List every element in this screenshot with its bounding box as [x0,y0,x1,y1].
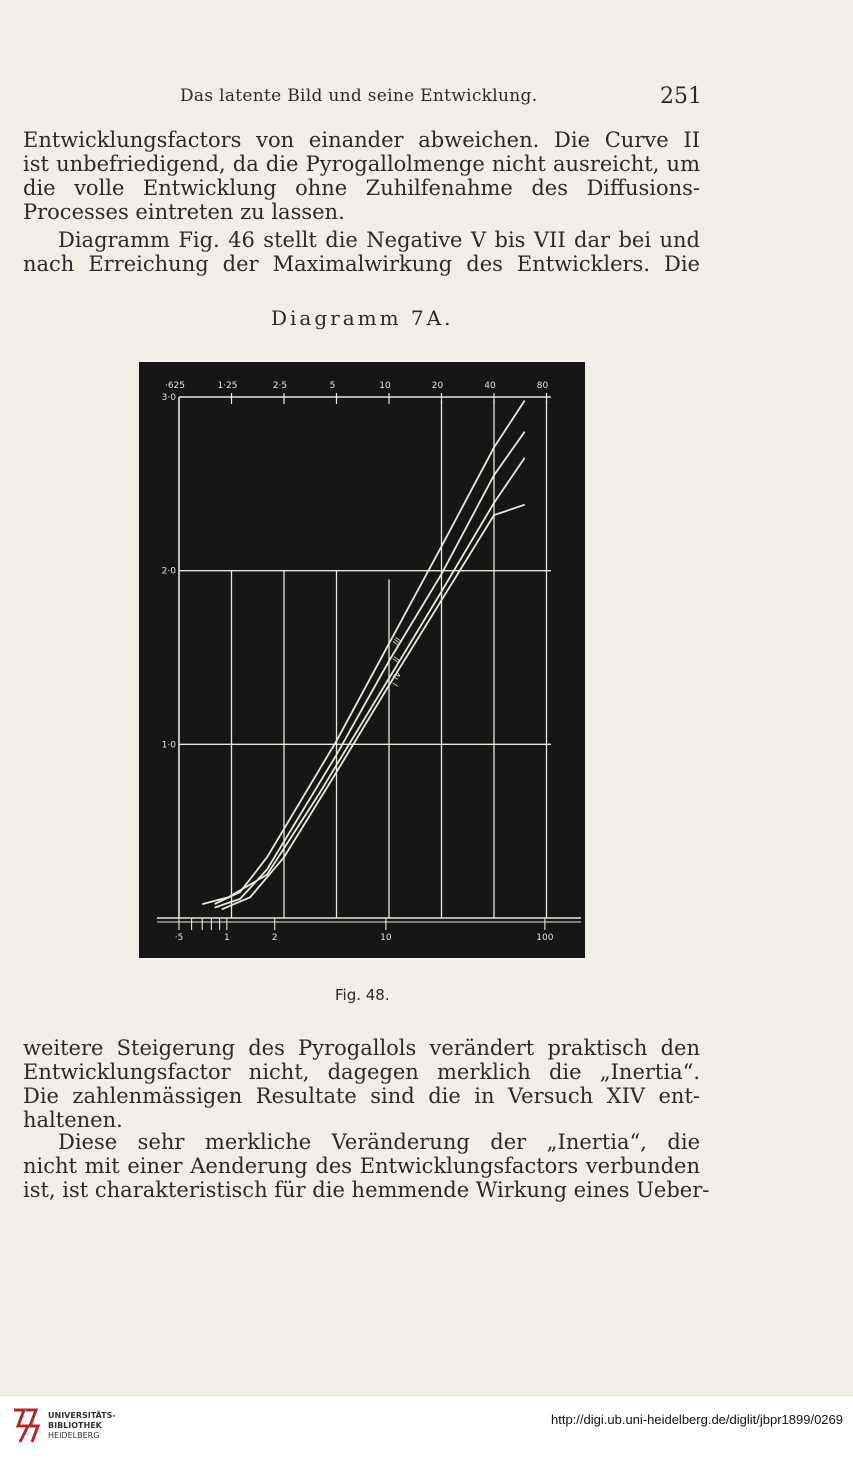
running-head: Das latente Bild und seine Entwicklung. [180,86,538,106]
curve-label: IV [391,669,404,682]
top-tick-label: ·625 [164,381,186,391]
top-tick-label: 20 [431,381,444,391]
y-tick-label: 2·0 [161,566,176,577]
curve-iv [202,458,524,904]
curve-label: II [391,655,402,665]
bottom-tick-label: 1 [223,933,230,943]
curve-label: I [391,681,400,689]
top-tick-label: 80 [536,381,549,391]
paragraph-3 [23,1036,700,1132]
curve-label: III [391,635,403,647]
chart-figure [139,362,585,958]
top-tick-label: 1·25 [217,381,238,391]
page-number: 251 [660,84,702,109]
bottom-tick-label: 2 [271,933,278,943]
text-line: haltenen. [23,1108,123,1132]
characteristic-curve-chart [139,362,585,958]
text-line: nach Erreichung der Maximalwirkung des Entwicklers. Die [23,252,700,276]
bottom-tick-label: 10 [380,933,392,943]
library-logo-text [48,1411,116,1441]
figure-caption: Fig. 48. [335,986,390,1004]
bottom-tick-label: 100 [536,933,554,943]
top-tick-label: 40 [484,381,496,391]
library-logo-icon [10,1406,40,1446]
permalink-url[interactable]: http://digi.ub.uni-heidelberg.de/diglit/jbpr1899/0269 [551,1412,843,1427]
text-line: Die zahlenmässigen Resultate sind die in Versuch XIV ent- [23,1084,700,1108]
curve-i [222,505,525,910]
text-line: ist, ist charakteristisch für die hemmende Wirkung eines Ueber- [23,1178,710,1202]
curve-ii [215,432,525,908]
top-tick-label: 5 [329,381,336,391]
logo-line: BIBLIOTHEK [48,1421,102,1430]
text-line: Diese sehr merkliche Veränderung der „Inertia“, die [58,1130,700,1154]
text-line: nicht mit einer Aenderung des Entwicklungsfactors verbunden [23,1154,700,1178]
y-tick-label: 1·0 [161,740,176,751]
logo-line: UNIVERSITÄTS- [48,1411,116,1420]
paragraph-2 [23,228,700,276]
bottom-tick-label: ·5 [174,933,184,943]
text-line: Processes eintreten zu lassen. [23,200,345,224]
curve-iii [215,401,525,905]
paragraph-4 [23,1130,710,1202]
text-line: Entwicklungsfactors von einander abweichen. Die Curve II [23,128,700,152]
y-tick-label: 3·0 [161,393,176,403]
viewer-footer [0,1395,853,1458]
text-line: Entwicklungsfactor nicht, dagegen merklich die „Inertia“. [23,1060,700,1084]
paragraph-1 [23,128,700,224]
top-tick-label: 2·5 [272,381,288,391]
diagram-title: Diagramm 7A. [271,306,454,330]
top-tick-label: 10 [379,381,391,391]
text-line: weitere Steigerung des Pyrogallols verändert praktisch den [23,1036,700,1060]
text-line: die volle Entwicklung ohne Zuhilfenahme des Diffusions- [23,176,700,200]
logo-line: HEIDELBERG [48,1431,100,1440]
text-line: Diagramm Fig. 46 stellt die Negative V bis VII dar bei und [58,228,700,252]
text-line: ist unbefriedigend, da die Pyrogallolmenge nicht ausreicht, um [23,152,700,176]
